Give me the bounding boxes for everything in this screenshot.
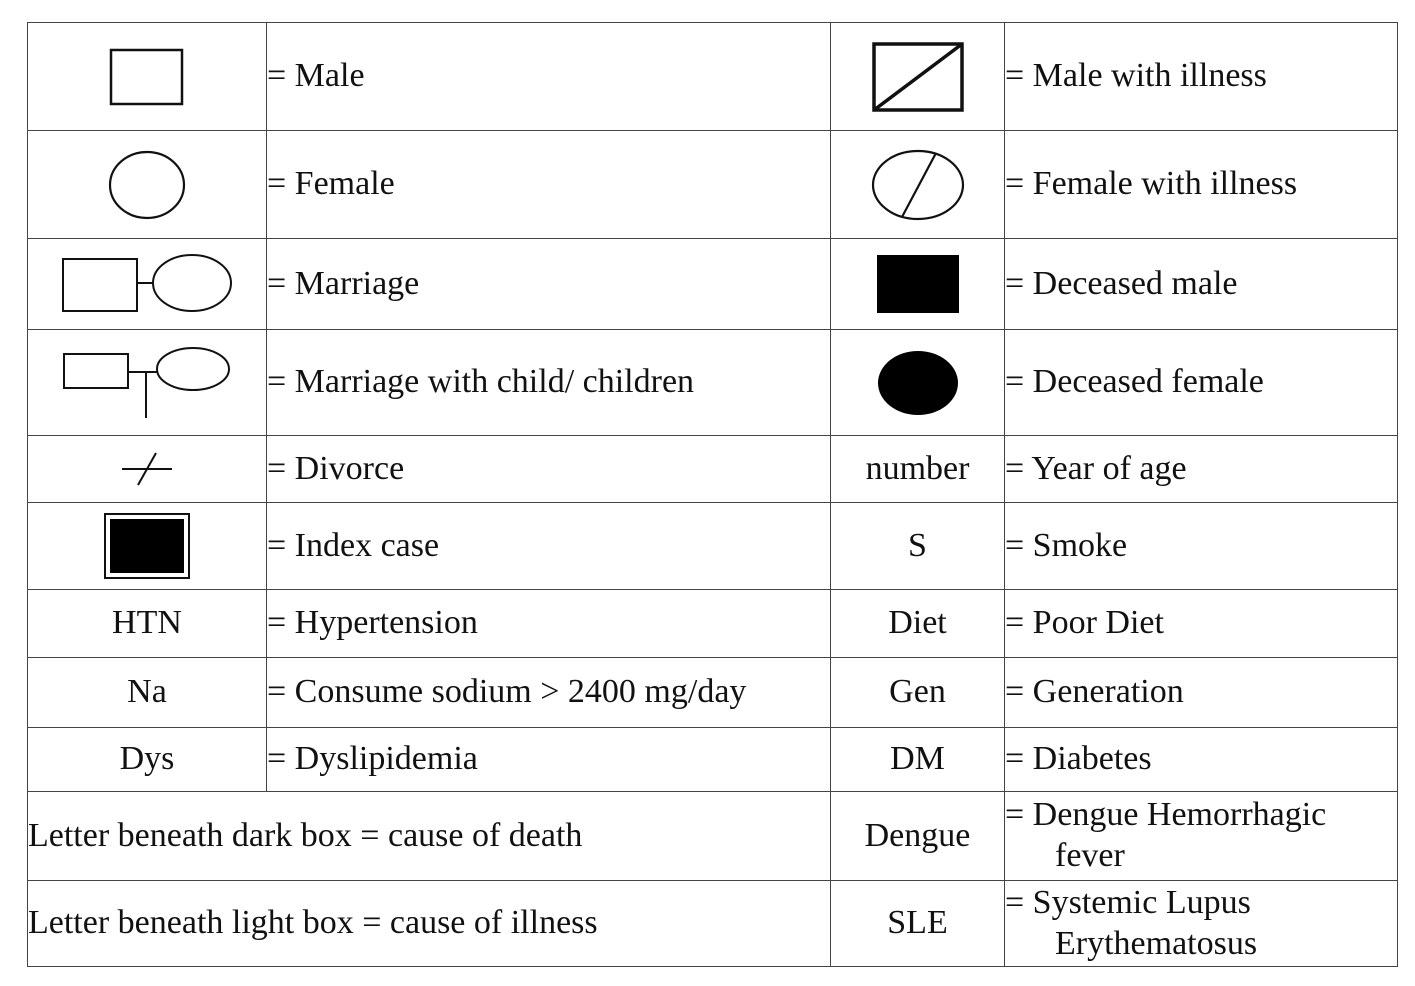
deceased-male-icon: [875, 253, 961, 315]
legend-abbr: Dys: [28, 728, 267, 792]
deceased-male-symbol-cell: [831, 239, 1005, 330]
legend-abbr: Diet: [831, 590, 1005, 658]
deceased-female-icon: [876, 349, 960, 417]
female-symbol-cell: [28, 131, 267, 239]
legend-abbr: Gen: [831, 658, 1005, 728]
legend-desc: = Consume sodium > 2400 mg/day: [267, 658, 831, 728]
legend-abbr: Na: [28, 658, 267, 728]
marriage-children-symbol-cell: [28, 330, 267, 436]
legend-note: Letter beneath dark box = cause of death: [28, 792, 831, 881]
legend-desc: = Divorce: [267, 436, 831, 503]
male-symbol-cell: [28, 23, 267, 131]
legend-desc-line: = Systemic Lupus: [1005, 883, 1251, 921]
legend-desc-multiline: [1005, 792, 1398, 881]
legend-desc: = Poor Diet: [1005, 590, 1398, 658]
legend-row: [28, 239, 1398, 330]
legend-desc: = Female: [267, 131, 831, 239]
legend-abbr: number: [831, 436, 1005, 503]
deceased-female-symbol-cell: [831, 330, 1005, 436]
legend-desc: = Deceased female: [1005, 330, 1398, 436]
legend-note: Letter beneath light box = cause of illness: [28, 881, 831, 967]
legend-row: [28, 728, 1398, 792]
legend-desc: = Year of age: [1005, 436, 1398, 503]
legend-desc: = Hypertension: [267, 590, 831, 658]
divorce-slash-icon: [120, 449, 174, 489]
legend-row: [28, 436, 1398, 503]
index-case-icon: [103, 512, 191, 580]
legend-abbr: SLE: [831, 881, 1005, 967]
marriage-with-children-icon: [62, 346, 232, 420]
legend-row: [28, 503, 1398, 590]
legend-row: [28, 881, 1398, 967]
legend-desc: = Marriage with child/ children: [267, 330, 831, 436]
legend-desc-multiline: [1005, 881, 1398, 967]
pedigree-legend-table: [27, 22, 1398, 967]
legend-desc-line: = Dengue Hemorrhagic: [1005, 796, 1327, 834]
legend-abbr: HTN: [28, 590, 267, 658]
divorce-symbol-cell: [28, 436, 267, 503]
legend-desc: = Smoke: [1005, 503, 1398, 590]
legend-row: [28, 131, 1398, 239]
legend-desc: = Diabetes: [1005, 728, 1398, 792]
legend-desc: = Deceased male: [1005, 239, 1398, 330]
legend-abbr: S: [831, 503, 1005, 590]
legend-row: [28, 590, 1398, 658]
legend-abbr: Dengue: [831, 792, 1005, 881]
legend-desc: = Dyslipidemia: [267, 728, 831, 792]
legend-row: [28, 330, 1398, 436]
marriage-symbol-cell: [28, 239, 267, 330]
legend-row: [28, 792, 1398, 881]
marriage-icon: [61, 253, 233, 315]
legend-abbr: DM: [831, 728, 1005, 792]
legend-row: [28, 658, 1398, 728]
male-with-illness-icon: [870, 40, 966, 114]
male-illness-symbol-cell: [831, 23, 1005, 131]
legend-desc-line: fever: [1055, 837, 1125, 874]
legend-desc: = Marriage: [267, 239, 831, 330]
legend-desc-line: Erythematosus: [1055, 924, 1258, 962]
legend-row: [28, 23, 1398, 131]
index-case-symbol-cell: [28, 503, 267, 590]
legend-desc: = Male: [267, 23, 831, 131]
legend-desc: = Female with illness: [1005, 131, 1398, 239]
female-with-illness-icon: [869, 147, 967, 223]
legend-desc: = Index case: [267, 503, 831, 590]
legend-desc: = Male with illness: [1005, 23, 1398, 131]
legend-desc: = Generation: [1005, 658, 1398, 728]
female-illness-symbol-cell: [831, 131, 1005, 239]
male-square-icon: [107, 46, 187, 108]
female-circle-icon: [106, 149, 188, 221]
